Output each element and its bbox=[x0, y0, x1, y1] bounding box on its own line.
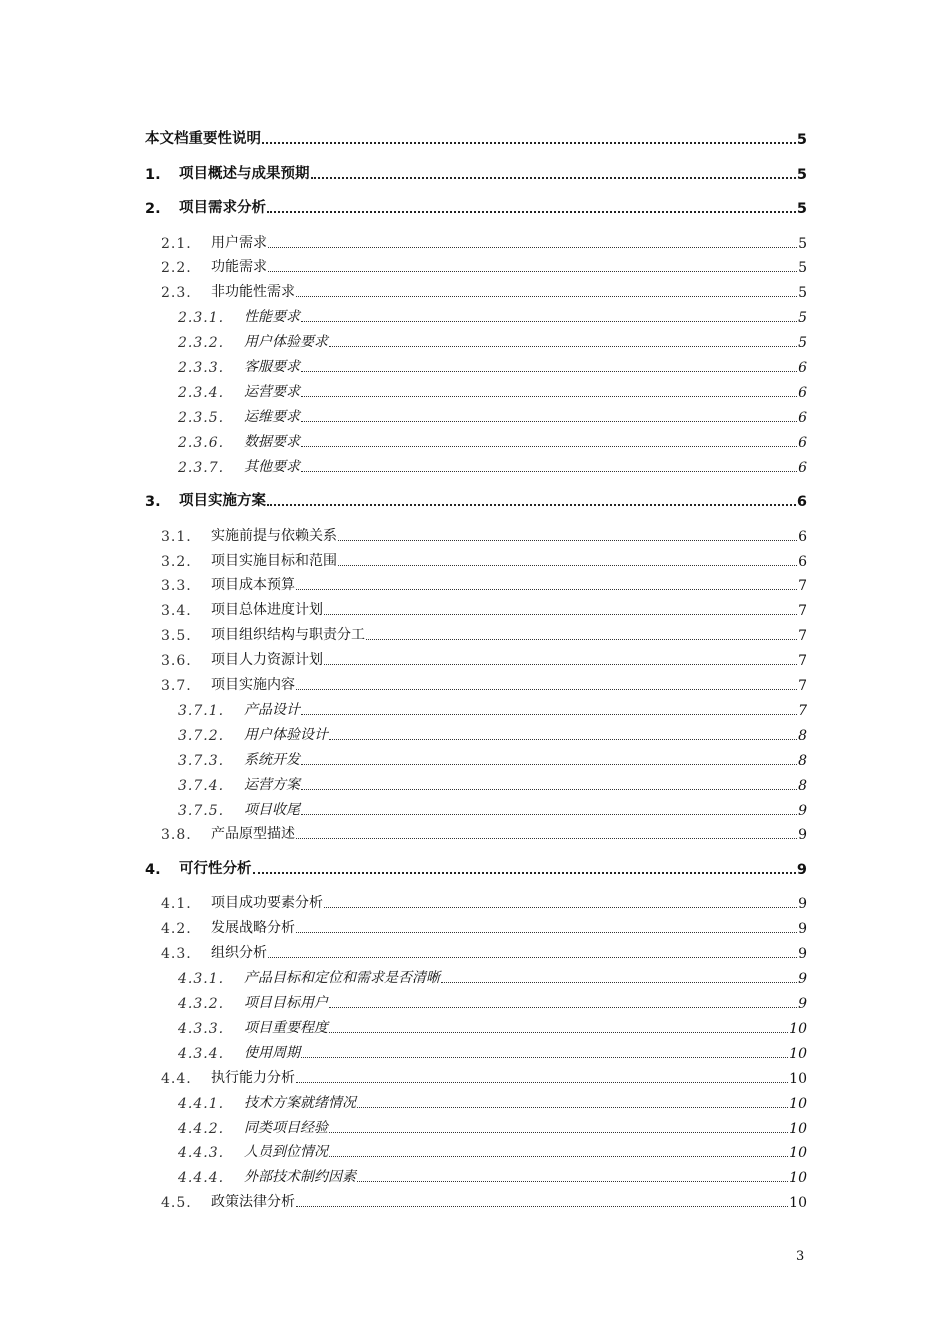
toc-entry-number: 4.4.1. bbox=[178, 1095, 225, 1112]
toc-entry[interactable] bbox=[145, 597, 807, 619]
toc-entry[interactable] bbox=[145, 890, 807, 912]
toc-entry[interactable] bbox=[145, 1189, 807, 1211]
toc-entry-page: 7 bbox=[798, 653, 807, 670]
dot-leader bbox=[338, 564, 797, 566]
toc-entry-number: 4.3.4. bbox=[178, 1045, 225, 1062]
toc-entry-page: 5 bbox=[798, 285, 807, 302]
toc-entry-title: 数据要求 bbox=[244, 433, 300, 450]
dot-leader bbox=[253, 871, 796, 874]
toc-entry-number: 3.7.3. bbox=[178, 752, 225, 769]
dot-leader bbox=[262, 141, 796, 144]
toc-entry-title: 用户需求 bbox=[211, 234, 267, 251]
toc-entry-page: 9 bbox=[798, 921, 807, 938]
toc-entry-title: 可行性分析 bbox=[179, 860, 252, 877]
toc-entry-title: 项目概述与成果预期 bbox=[179, 165, 310, 182]
toc-entry-page: 6 bbox=[798, 384, 807, 401]
dot-leader bbox=[324, 613, 797, 615]
toc-entry-page: 10 bbox=[789, 1145, 807, 1162]
toc-entry-title: 非功能性需求 bbox=[211, 284, 295, 301]
toc-entry-page: 5 bbox=[796, 201, 807, 217]
toc-entry-title: 本文档重要性说明 bbox=[145, 131, 261, 147]
toc-entry-title: 其他要求 bbox=[244, 458, 300, 475]
dot-leader bbox=[338, 539, 797, 541]
dot-leader bbox=[329, 345, 797, 347]
toc-entry-number: 4.4.3. bbox=[178, 1145, 225, 1162]
toc-entry-page: 9 bbox=[798, 971, 807, 988]
toc-entry[interactable] bbox=[145, 279, 807, 301]
page-number: 3 bbox=[796, 1249, 805, 1264]
toc-entry-title: 项目总体进度计划 bbox=[211, 602, 323, 619]
toc-entry[interactable] bbox=[145, 622, 807, 644]
toc-entry-number: 3.1. bbox=[161, 528, 192, 545]
toc-entry-title: 发展战略分析 bbox=[211, 920, 295, 937]
toc-entry-page: 6 bbox=[798, 360, 807, 376]
toc-entry[interactable] bbox=[145, 672, 807, 694]
toc-entry[interactable] bbox=[145, 1164, 807, 1186]
toc-entry[interactable] bbox=[145, 990, 807, 1012]
dot-leader bbox=[296, 688, 797, 690]
toc-entry[interactable] bbox=[145, 429, 807, 451]
dot-leader bbox=[296, 1205, 788, 1207]
toc-entry-title: 项目实施目标和范围 bbox=[211, 552, 337, 569]
toc-entry-page: 7 bbox=[798, 578, 807, 595]
toc-entry-title: 用户体验设计 bbox=[244, 726, 328, 743]
toc-entry-title: 产品目标和定位和需求是否清晰 bbox=[244, 970, 440, 987]
toc-entry-title: 功能需求 bbox=[211, 259, 267, 276]
dot-leader bbox=[366, 638, 797, 640]
dot-leader bbox=[296, 931, 797, 933]
toc-entry-title: 项目组织结构与职责分工 bbox=[211, 627, 365, 644]
toc-entry[interactable] bbox=[145, 404, 807, 426]
dot-leader bbox=[301, 713, 797, 715]
toc-entry[interactable] bbox=[145, 1065, 807, 1087]
dot-leader bbox=[329, 1006, 797, 1008]
toc-entry-title: 项目收尾 bbox=[244, 801, 300, 818]
toc-entry-page: 6 bbox=[798, 409, 807, 426]
toc-entry[interactable] bbox=[145, 647, 807, 669]
toc-entry-number: 4.2. bbox=[161, 921, 192, 938]
toc-entry-title: 用户体验要求 bbox=[244, 334, 328, 351]
toc-entry-number: 4.3. bbox=[161, 946, 192, 963]
toc-entry[interactable] bbox=[145, 488, 807, 510]
toc-entry[interactable] bbox=[145, 548, 807, 570]
dot-leader bbox=[268, 246, 797, 248]
toc-entry-number: 2.3.5. bbox=[178, 409, 225, 426]
toc-entry[interactable] bbox=[145, 940, 807, 962]
toc-entry[interactable] bbox=[145, 1090, 807, 1112]
toc-entry-number: 3.5. bbox=[161, 628, 192, 645]
toc-entry-title: 实施前提与依赖关系 bbox=[211, 527, 337, 544]
toc-entry-page: 10 bbox=[789, 1195, 807, 1212]
dot-leader bbox=[324, 663, 797, 665]
dot-leader bbox=[267, 503, 796, 506]
dot-leader bbox=[301, 470, 797, 472]
dot-leader bbox=[329, 738, 797, 740]
toc-entry[interactable] bbox=[145, 915, 807, 937]
toc-entry-title: 系统开发 bbox=[244, 751, 300, 768]
dot-leader bbox=[268, 270, 797, 272]
toc-entry[interactable] bbox=[145, 1015, 807, 1037]
toc-entry[interactable] bbox=[145, 772, 807, 794]
toc-entry-number: 3.7. bbox=[161, 678, 192, 694]
toc-entry-title: 客服要求 bbox=[244, 359, 300, 375]
dot-leader bbox=[329, 1031, 788, 1033]
toc-entry-page: 9 bbox=[798, 946, 807, 963]
dot-leader bbox=[329, 1131, 788, 1133]
toc-entry[interactable] bbox=[145, 797, 807, 819]
toc-entry[interactable] bbox=[145, 126, 807, 148]
toc-entry[interactable] bbox=[145, 523, 807, 545]
dot-leader bbox=[329, 1155, 788, 1157]
toc-entry-number: 4.3.3. bbox=[178, 1020, 225, 1037]
toc-entry[interactable] bbox=[145, 304, 807, 326]
toc-entry-page: 8 bbox=[798, 777, 807, 794]
toc-entry-number: 2.3.4. bbox=[178, 384, 225, 401]
toc-entry-number: 3.3. bbox=[161, 578, 192, 595]
toc-entry[interactable] bbox=[145, 195, 807, 217]
toc-entry-number: 4.4.2. bbox=[178, 1120, 225, 1137]
toc-entry-page: 10 bbox=[789, 1020, 807, 1037]
toc-entry-number: 4.3.1. bbox=[178, 971, 225, 988]
toc-entry-number: 3.7.2. bbox=[178, 727, 225, 744]
toc-entry-page: 10 bbox=[789, 1095, 807, 1112]
toc-entry[interactable] bbox=[145, 572, 807, 594]
toc-entry[interactable] bbox=[145, 1040, 807, 1062]
toc-entry-page: 6 bbox=[798, 459, 807, 476]
toc-entry-page: 7 bbox=[798, 678, 807, 694]
toc-entry-number: 3.8. bbox=[161, 827, 192, 844]
toc-entry-title: 运营要求 bbox=[244, 383, 300, 400]
toc-entry[interactable] bbox=[145, 965, 807, 987]
toc-entry-number: 3.7.4. bbox=[178, 777, 225, 794]
toc-entry-title: 组织分析 bbox=[211, 945, 267, 962]
toc-entry-page: 6 bbox=[798, 434, 807, 451]
toc-entry-number: 3.2. bbox=[161, 553, 192, 570]
toc-entry-page: 9 bbox=[798, 802, 807, 819]
toc-entry[interactable] bbox=[145, 454, 807, 476]
toc-entry-title: 人员到位情况 bbox=[244, 1144, 328, 1161]
toc-entry-number: 4. bbox=[145, 861, 161, 878]
toc-entry-page: 5 bbox=[796, 166, 807, 183]
toc-entry[interactable] bbox=[145, 1115, 807, 1137]
toc-entry-title: 运维要求 bbox=[244, 408, 300, 425]
toc-entry-number: 2.1. bbox=[161, 235, 192, 252]
toc-entry-page: 7 bbox=[798, 702, 807, 719]
toc-entry-page: 5 bbox=[798, 260, 807, 277]
toc-entry-page: 5 bbox=[798, 310, 807, 327]
toc-entry-number: 4.3.2. bbox=[178, 996, 225, 1012]
toc-entry-number: 3.7.5. bbox=[178, 802, 225, 819]
toc-entry[interactable] bbox=[145, 354, 807, 376]
toc-entry-title: 性能要求 bbox=[244, 309, 300, 326]
toc-entry[interactable] bbox=[145, 329, 807, 351]
toc-entry-title: 项目实施方案 bbox=[179, 493, 266, 510]
toc-entry-title: 执行能力分析 bbox=[211, 1069, 295, 1086]
dot-leader bbox=[296, 837, 797, 839]
toc-entry-number: 2.3.6. bbox=[178, 434, 225, 451]
toc-entry[interactable] bbox=[145, 856, 807, 878]
dot-leader bbox=[301, 320, 797, 322]
toc-entry-title: 外部技术制约因素 bbox=[244, 1169, 356, 1186]
dot-leader bbox=[267, 210, 796, 213]
toc-entry-page: 10 bbox=[789, 1170, 807, 1187]
toc-entry-page: 5 bbox=[798, 335, 807, 352]
toc-entry-page: 8 bbox=[798, 727, 807, 744]
dot-leader bbox=[357, 1106, 788, 1108]
toc-entry-title: 项目需求分析 bbox=[179, 200, 266, 216]
toc-entry-title: 项目成功要素分析 bbox=[211, 895, 323, 912]
dot-leader bbox=[441, 981, 797, 983]
toc-entry-number: 2.3.1. bbox=[178, 310, 225, 327]
toc-entry-title: 技术方案就绪情况 bbox=[244, 1094, 356, 1111]
toc-entry-page: 8 bbox=[798, 752, 807, 769]
toc-entry[interactable] bbox=[145, 697, 807, 719]
toc-entry-page: 9 bbox=[798, 827, 807, 844]
toc-entry-number: 2.3.7. bbox=[178, 459, 225, 476]
toc-entry[interactable] bbox=[145, 379, 807, 401]
toc-entry-title: 运营方案 bbox=[244, 776, 300, 793]
toc-entry[interactable] bbox=[145, 254, 807, 276]
toc-entry-page: 7 bbox=[798, 603, 807, 620]
dot-leader bbox=[296, 295, 797, 297]
dot-leader bbox=[301, 420, 797, 422]
toc-entry-page: 10 bbox=[789, 1070, 807, 1087]
toc-entry-title: 使用周期 bbox=[244, 1044, 300, 1061]
toc-entry-title: 项目人力资源计划 bbox=[211, 652, 323, 669]
dot-leader bbox=[301, 763, 797, 765]
dot-leader bbox=[268, 956, 797, 958]
toc-entry-page: 5 bbox=[798, 235, 807, 252]
toc-entry-title: 政策法律分析 bbox=[211, 1194, 295, 1211]
dot-leader bbox=[296, 588, 797, 590]
toc-entry-page: 9 bbox=[798, 996, 807, 1012]
toc-entry[interactable] bbox=[145, 230, 807, 252]
toc-entry-number: 1. bbox=[145, 166, 161, 183]
dot-leader bbox=[301, 445, 797, 447]
toc-entry-title: 项目实施内容 bbox=[211, 677, 295, 693]
toc-entry-title: 项目重要程度 bbox=[244, 1019, 328, 1036]
toc-entry[interactable] bbox=[145, 722, 807, 744]
toc-entry-title: 产品原型描述 bbox=[211, 826, 295, 843]
toc-entry-number: 2. bbox=[145, 201, 161, 217]
toc-entry[interactable] bbox=[145, 747, 807, 769]
dot-leader bbox=[301, 370, 797, 372]
dot-leader bbox=[301, 788, 797, 790]
toc-entry[interactable] bbox=[145, 821, 807, 843]
toc-entry-number: 4.1. bbox=[161, 896, 192, 913]
toc-entry-page: 10 bbox=[789, 1120, 807, 1137]
dot-leader bbox=[357, 1180, 788, 1182]
dot-leader bbox=[296, 1081, 788, 1083]
toc-entry[interactable] bbox=[145, 1139, 807, 1161]
toc-entry-number: 3.4. bbox=[161, 603, 192, 620]
toc-entry-number: 2.3.3. bbox=[178, 360, 225, 376]
toc-entry-number: 3. bbox=[145, 494, 161, 511]
toc-entry-title: 产品设计 bbox=[244, 701, 300, 718]
toc-entry-number: 4.5. bbox=[161, 1195, 192, 1212]
toc-entry-title: 项目目标用户 bbox=[244, 995, 328, 1011]
toc-entry-page: 9 bbox=[798, 896, 807, 913]
dot-leader bbox=[301, 1056, 788, 1058]
toc-entry-title: 项目成本预算 bbox=[211, 577, 295, 594]
toc-entry-page: 6 bbox=[796, 494, 807, 511]
dot-leader bbox=[301, 813, 797, 815]
toc-entry-page: 10 bbox=[789, 1045, 807, 1062]
toc-entry-page: 9 bbox=[796, 861, 807, 878]
toc-entry-page: 6 bbox=[798, 528, 807, 545]
toc-entry-page: 6 bbox=[798, 553, 807, 570]
toc-entry-number: 3.6. bbox=[161, 653, 192, 670]
toc-entry[interactable] bbox=[145, 161, 807, 183]
toc-entry-number: 2.3.2. bbox=[178, 335, 225, 352]
toc-entry-number: 4.4. bbox=[161, 1070, 192, 1087]
toc-entry-number: 3.7.1. bbox=[178, 702, 225, 719]
toc-entry-page: 7 bbox=[798, 628, 807, 645]
toc-entry-title: 同类项目经验 bbox=[244, 1119, 328, 1136]
dot-leader bbox=[301, 395, 797, 397]
dot-leader bbox=[311, 176, 796, 179]
toc-entry-number: 4.4.4. bbox=[178, 1170, 225, 1187]
toc-entry-number: 2.2. bbox=[161, 260, 192, 277]
dot-leader bbox=[324, 906, 797, 908]
toc-entry-number: 2.3. bbox=[161, 285, 192, 302]
toc-entry-page: 5 bbox=[796, 132, 807, 148]
